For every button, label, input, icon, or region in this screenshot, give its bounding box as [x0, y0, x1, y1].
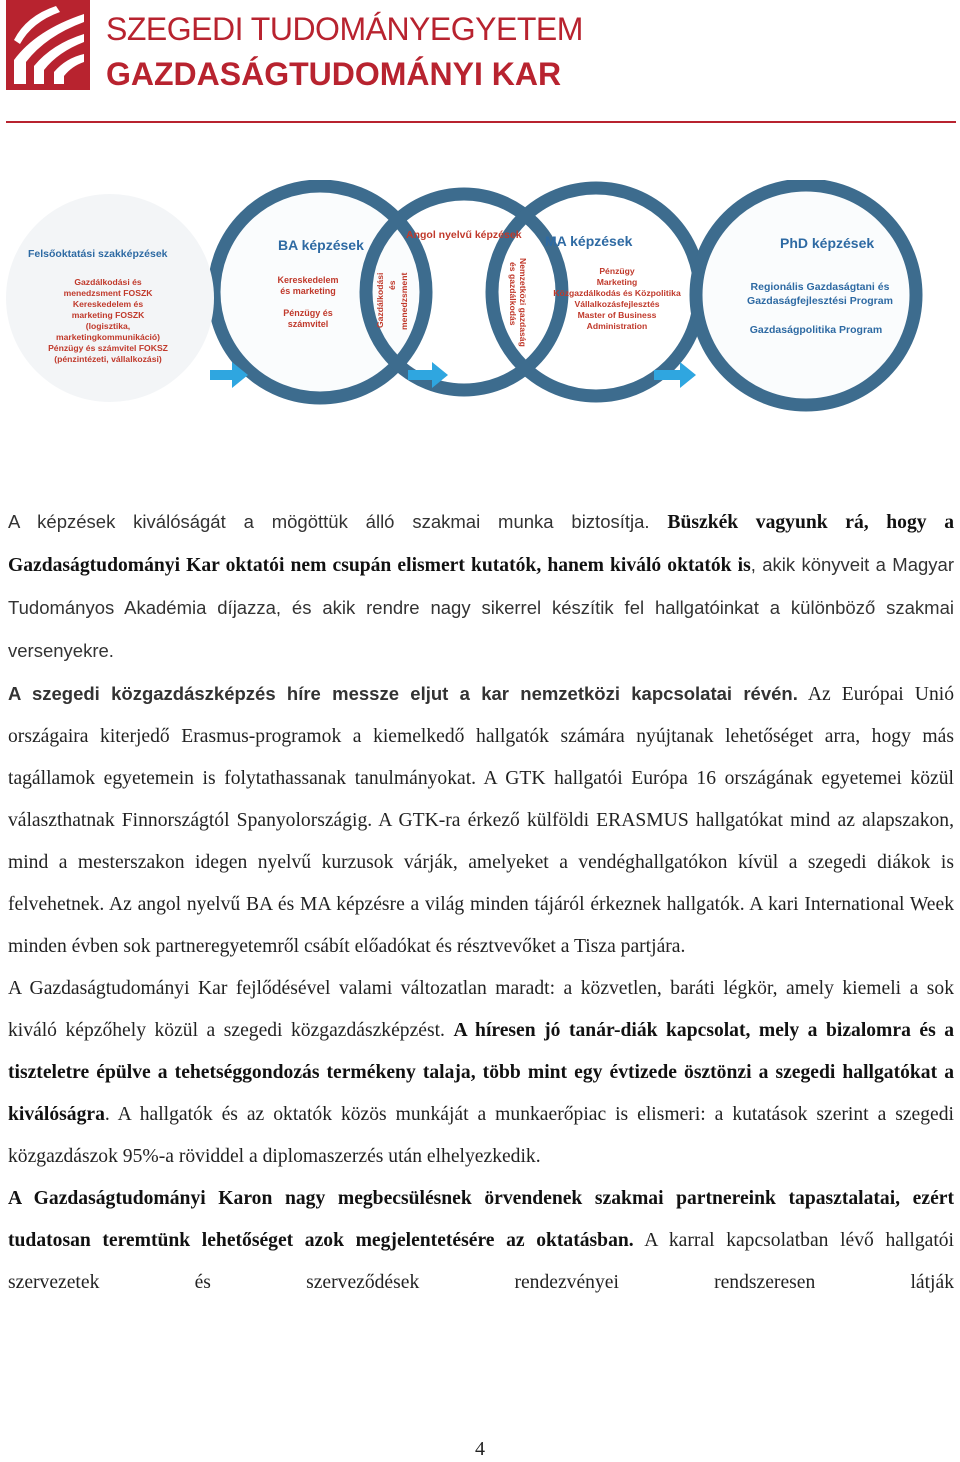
paragraph-2	[8, 673, 954, 968]
p1-text: A képzések kiválóságát a mögöttük álló szakmai munka biztosítja.	[8, 511, 668, 532]
ig-foszk-line: marketingkommunikáció)	[55, 332, 161, 342]
ig-phd-title: PhD képzések	[780, 235, 875, 251]
header-divider	[6, 121, 956, 123]
ig-ba-line: és marketing	[280, 286, 336, 296]
paragraph-3	[8, 968, 954, 1178]
ig-foszk-line: Pénzügy és számvitel FOKSZ	[48, 343, 168, 353]
ig-foszk-line: Gazdálkodási és	[74, 277, 142, 287]
ig-ma-line: Pénzügy	[599, 266, 635, 276]
ig-phd-line: Regionális Gazdaságtani és	[750, 281, 890, 293]
ig-foszk-line: marketing FOSZK	[71, 310, 145, 320]
ig-english-vertical: és	[387, 280, 397, 290]
p3-text: A Gazdaságtudományi Kar fejlődésével valami változatlan maradt: a közvetlen, baráti légkör, amely kiemeli a sok kiváló képzőhely közül a szegedi közgazdászképzést.	[8, 978, 954, 1041]
faculty-name: GAZDASÁGTUDOMÁNYI KAR	[106, 56, 562, 92]
paragraph-4	[8, 1178, 954, 1304]
ig-foszk-line: (pénzintézeti, vállalkozási)	[54, 354, 162, 364]
ig-ma-line: Administration	[586, 321, 648, 331]
p4-text: A karral kapcsolatban lévő hallgatói szervezetek és szerveződések rendezvényei rendszeresen látják	[8, 1230, 954, 1293]
p2-text: Az Európai Unió országaira kiterjedő Erasmus-programok a kiemelkedő hallgatók számára nyújtanak lehetőséget arra, hogy más tagállamok egyetemein is folytathassanak tanulmányokat. A GTK hallgatói Európa 16 országának egyetemei közül választhatnak Finnországtól Spanyolországig. A GTK-ra érkező külföldi ERASMUS hallgatókat mind az alapszakon, mind a mesterszakon idegen nyelvű kurzusok várják, amelyeket a vendéghallgatókon kívül a szegedi diákok is felvehetnek. Az angol nyelvű BA és MA képzésre a világ minden tájáról érkeznek hallgatók. A kari International Week minden évben sok partneregyetemről csábít előadókat és résztvevőket a Tisza partjára.	[8, 684, 954, 957]
ig-english-vertical: és gazdálkodás	[508, 262, 518, 326]
ig-phd-line: Gazdaságfejlesztési Program	[747, 295, 893, 307]
programs-infographic	[0, 180, 960, 420]
ig-ba-line: Kereskedelem	[277, 275, 339, 285]
ig-ba-line: Pénzügy és	[283, 308, 333, 318]
p2-bold: A szegedi közgazdászképzés híre messze eljut a kar nemzetközi kapcsolatai révén.	[8, 683, 798, 704]
ig-ba-line: számvitel	[287, 319, 329, 329]
ig-ma-line: Vállalkozásfejlesztés	[574, 299, 660, 309]
ig-english-vertical: menedzsment	[399, 272, 409, 330]
ig-english-vertical: Gazdálkodási	[375, 272, 385, 328]
ig-english-vertical: Nemzetközi gazdaság	[518, 258, 528, 347]
ig-ba-title: BA képzések	[278, 237, 364, 253]
ig-phd-line: Gazdaságpolitika Program	[749, 324, 883, 336]
ig-ma-title: MA képzések	[545, 233, 633, 249]
body-text	[8, 501, 954, 1304]
ig-english-title: Angol nyelvű képzések	[406, 229, 522, 241]
p4-bold: A Gazdaságtudományi Karon nagy megbecsülésnek örvendenek szakmai partnereink tapasztalatai, ezért tudatosan teremtünk lehetőséget azok megjelentetésére az oktatásban.	[8, 1188, 954, 1251]
ig-foszk-line: (logisztika,	[85, 321, 131, 331]
ig-foszk-title: Felsőoktatási szakképzések	[28, 248, 168, 260]
circle-foszk	[6, 194, 214, 402]
ig-ma-line: Közgazdálkodás és Közpolitika	[553, 288, 681, 298]
ig-ma-line: Marketing	[596, 277, 638, 287]
university-name: SZEGEDI TUDOMÁNYEGYETEM	[106, 11, 583, 47]
p1-bold: Büszkék vagyunk rá, hogy a Gazdaságtudományi Kar oktatói nem csupán elismert kutatók, hanem kiváló oktatók is	[8, 512, 954, 576]
ig-foszk-line: Kereskedelem és	[72, 299, 144, 309]
p1-text-2: , akik könyveit a Magyar Tudományos Akadémia díjazza, és akik rendre nagy sikerrel készítik fel hallgatóinkat a különböző szakmai versenyekre.	[8, 554, 954, 661]
paragraph-1	[8, 501, 954, 673]
ig-ma-line: Master of Business	[577, 310, 657, 320]
page-number: 4	[475, 1438, 485, 1460]
ig-foszk-line: menedzsment FOSZK	[63, 288, 153, 298]
university-logo	[6, 0, 90, 90]
p3-text-2: . A hallgatók és az oktatók közös munkáját a munkaerőpiac is elismeri: a kutatások szerint a szegedi közgazdászok 95%-a röviddel a diplomaszerzés után elhelyezkedik.	[8, 1104, 954, 1167]
p3-bold: A híresen jó tanár-diák kapcsolat, mely a bizalomra és a tiszteletre épülve a tehetséggondozás termékeny talaja, több mint egy évtizede ösztönzi a szegedi hallgatókat a kiválóságra	[8, 1020, 955, 1125]
